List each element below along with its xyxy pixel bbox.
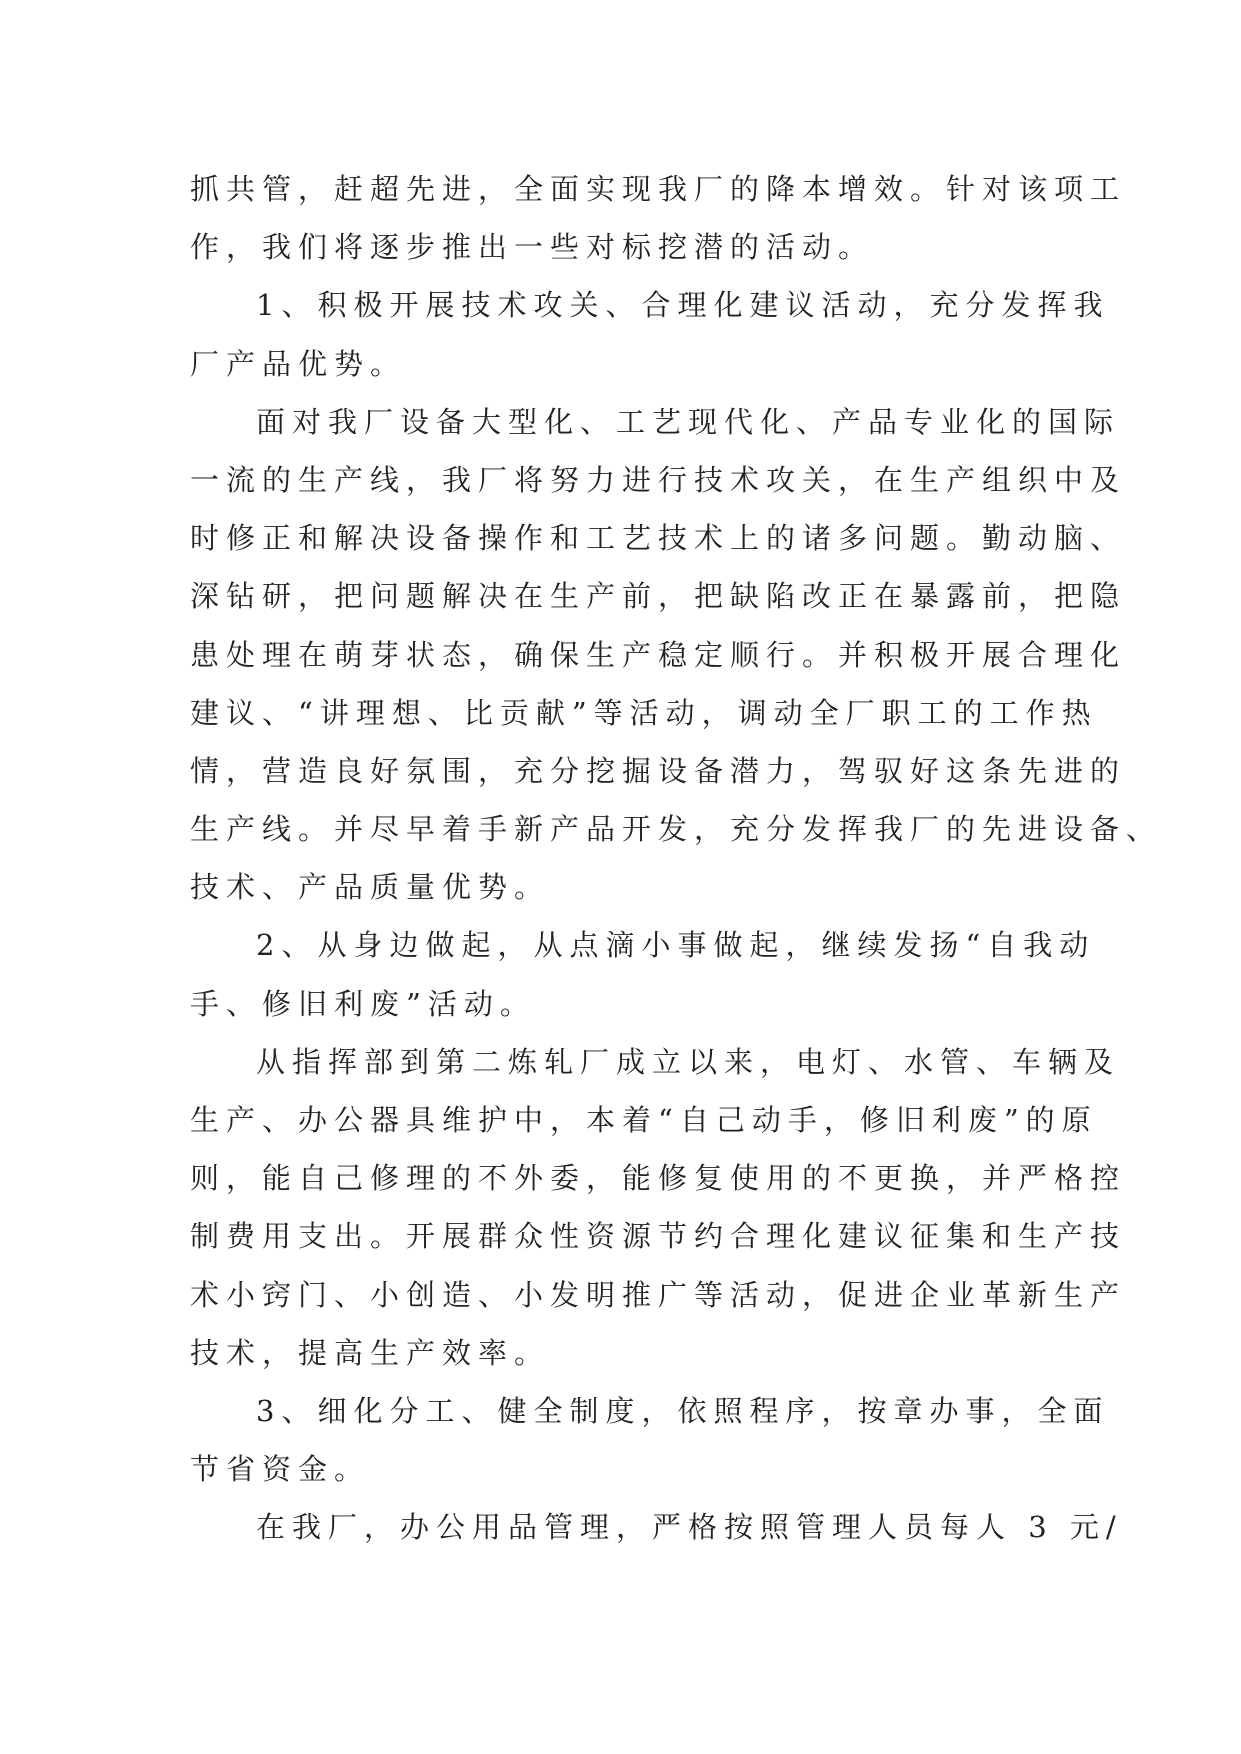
text-line: 作，我们将逐步推出一些对标挖潜的活动。 [190, 230, 875, 265]
text-line: 厂产品优势。 [190, 346, 407, 381]
text-line: 深钻研，把问题解决在生产前，把缺陷改正在暴露前，把隐 [190, 579, 1127, 614]
text-line: 在我厂，办公用品管理，严格按照管理人员每人 3 元/ [256, 1510, 1123, 1545]
text-line: 患处理在萌芽状态，确保生产稳定顺行。并积极开展合理化 [190, 637, 1127, 672]
text-line: 情，营造良好氛围，充分挖掘设备潜力，驾驭好这条先进的 [190, 753, 1127, 788]
text-line: 术小窍门、小创造、小发明推广等活动，促进企业革新生产 [190, 1277, 1127, 1312]
text-line: 节省资金。 [190, 1452, 371, 1487]
text-line: 3、细化分工、健全制度，依照程序，按章办事，全面 [256, 1393, 1110, 1428]
text-line: 一流的生产线，我厂将努力进行技术攻关，在生产组织中及 [190, 462, 1127, 497]
text-line: 技术，提高生产效率。 [190, 1335, 551, 1370]
text-line: 建议、“讲理想、比贡献”等活动，调动全厂职工的工作热 [190, 695, 1098, 730]
text-line: 2、从身边做起，从点滴小事做起，继续发扬“自我动 [256, 928, 1096, 963]
text-line: 1、积极开展技术攻关、合理化建议活动，充分发挥我 [256, 288, 1110, 323]
text-line: 技术、产品质量优势。 [190, 870, 551, 905]
text-line: 手、修旧利废”活动。 [190, 986, 536, 1021]
text-line: 面对我厂设备大型化、工艺现代化、产品专业化的国际 [256, 404, 1121, 439]
text-line: 从指挥部到第二炼轧厂成立以来，电灯、水管、车辆及 [256, 1044, 1121, 1079]
text-line: 则，能自己修理的不外委，能修复使用的不更换，并严格控 [190, 1161, 1127, 1196]
text-line: 制费用支出。开展群众性资源节约合理化建议征集和生产技 [190, 1219, 1127, 1254]
text-line: 生产、办公器具维护中，本着“自己动手，修旧利废”的原 [190, 1103, 1098, 1137]
document-body [190, 160, 1163, 1557]
text-line: 生产线。并尽早着手新产品开发，充分发挥我厂的先进设备、 [190, 812, 1163, 847]
text-line: 时修正和解决设备操作和工艺技术上的诸多问题。勤动脑、 [190, 521, 1127, 556]
text-line: 抓共管，赶超先进，全面实现我厂的降本增效。针对该项工 [190, 172, 1127, 206]
